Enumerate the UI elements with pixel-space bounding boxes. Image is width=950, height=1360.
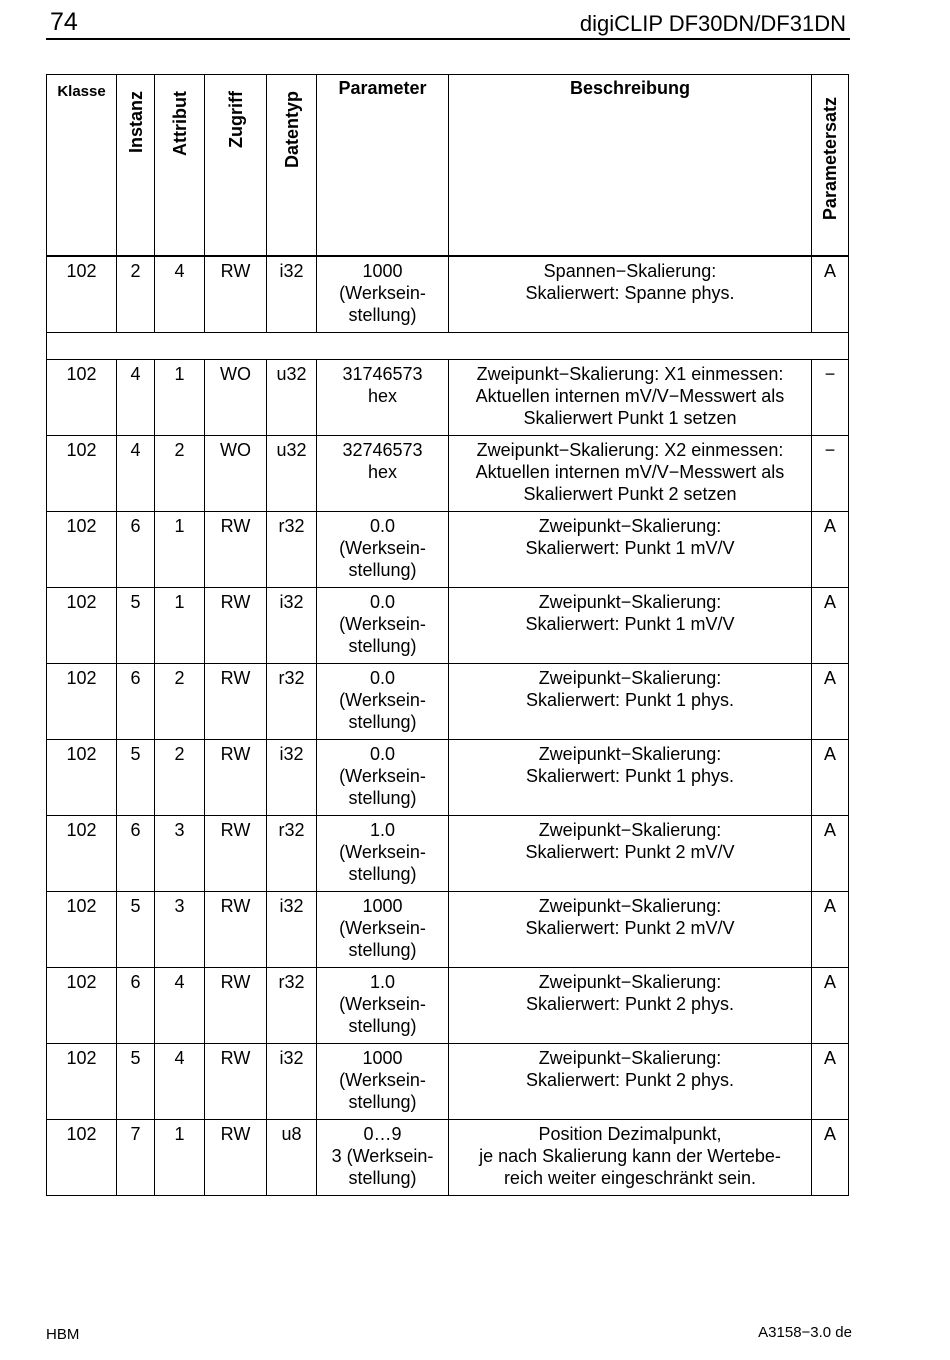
- cell-instanz: 6: [117, 512, 155, 588]
- cell-datentyp: r32: [267, 664, 317, 740]
- cell-attribut: 3: [155, 816, 205, 892]
- cell-zugriff: RW: [205, 816, 267, 892]
- cell-parameter: 0…9 3 (Werksein- stellung): [317, 1120, 449, 1196]
- cell-parametersatz: A: [812, 664, 849, 740]
- cell-instanz: 6: [117, 968, 155, 1044]
- cell-parametersatz: A: [812, 816, 849, 892]
- parameter-table: [46, 74, 849, 1196]
- cell-parametersatz: A: [812, 892, 849, 968]
- table-row: [47, 892, 849, 968]
- column-header-parameter: Parameter: [317, 75, 449, 257]
- cell-datentyp: i32: [267, 892, 317, 968]
- cell-attribut: 1: [155, 512, 205, 588]
- cell-instanz: 5: [117, 892, 155, 968]
- cell-beschreibung: Zweipunkt−Skalierung: X1 einmessen: Aktuellen internen mV/V−Messwert als Skalierwert Punkt 1 setzen: [449, 360, 812, 436]
- cell-instanz: 5: [117, 588, 155, 664]
- cell-beschreibung: Zweipunkt−Skalierung: Skalierwert: Punkt 1 phys.: [449, 664, 812, 740]
- cell-zugriff: RW: [205, 892, 267, 968]
- cell-parametersatz: A: [812, 512, 849, 588]
- cell-klasse: 102: [47, 664, 117, 740]
- cell-parametersatz: A: [812, 740, 849, 816]
- table-row: [47, 588, 849, 664]
- cell-parametersatz: A: [812, 1044, 849, 1120]
- cell-parameter: 0.0 (Werksein- stellung): [317, 512, 449, 588]
- table-row: [47, 1044, 849, 1120]
- cell-parameter: 1000 (Werksein- stellung): [317, 892, 449, 968]
- cell-beschreibung: Zweipunkt−Skalierung: Skalierwert: Punkt 1 phys.: [449, 740, 812, 816]
- spacer-cell: [47, 333, 849, 360]
- cell-parametersatz: A: [812, 588, 849, 664]
- cell-parameter: 1000 (Werksein- stellung): [317, 1044, 449, 1120]
- cell-parameter: 0.0 (Werksein- stellung): [317, 588, 449, 664]
- table-row: [47, 360, 849, 436]
- table-row: [47, 512, 849, 588]
- cell-beschreibung: Zweipunkt−Skalierung: Skalierwert: Punkt 2 mV/V: [449, 892, 812, 968]
- cell-attribut: 1: [155, 360, 205, 436]
- cell-klasse: 102: [47, 360, 117, 436]
- cell-datentyp: r32: [267, 512, 317, 588]
- cell-datentyp: i32: [267, 1044, 317, 1120]
- table-row: [47, 816, 849, 892]
- cell-parametersatz: A: [812, 1120, 849, 1196]
- column-header-zugriff: Zugriff: [205, 75, 267, 257]
- cell-instanz: 6: [117, 816, 155, 892]
- cell-klasse: 102: [47, 256, 117, 333]
- column-header-beschreibung: Beschreibung: [449, 75, 812, 257]
- cell-instanz: 5: [117, 740, 155, 816]
- cell-parameter: 0.0 (Werksein- stellung): [317, 740, 449, 816]
- cell-attribut: 4: [155, 968, 205, 1044]
- cell-parameter: 31746573 hex: [317, 360, 449, 436]
- cell-beschreibung: Zweipunkt−Skalierung: X2 einmessen: Aktuellen internen mV/V−Messwert als Skalierwert Punkt 2 setzen: [449, 436, 812, 512]
- table-row: [47, 1120, 849, 1196]
- column-header-klasse: Klasse: [47, 75, 117, 257]
- cell-attribut: 1: [155, 588, 205, 664]
- cell-instanz: 7: [117, 1120, 155, 1196]
- cell-beschreibung: Zweipunkt−Skalierung: Skalierwert: Punkt 2 phys.: [449, 1044, 812, 1120]
- cell-datentyp: i32: [267, 588, 317, 664]
- cell-parameter: 32746573 hex: [317, 436, 449, 512]
- cell-beschreibung: Zweipunkt−Skalierung: Skalierwert: Punkt 2 mV/V: [449, 816, 812, 892]
- cell-zugriff: RW: [205, 740, 267, 816]
- cell-klasse: 102: [47, 512, 117, 588]
- cell-parametersatz: A: [812, 968, 849, 1044]
- page-number: 74: [50, 8, 78, 36]
- table-body: [47, 256, 849, 1196]
- table-row: [47, 664, 849, 740]
- cell-attribut: 3: [155, 892, 205, 968]
- cell-datentyp: u32: [267, 360, 317, 436]
- table-row: [47, 740, 849, 816]
- cell-klasse: 102: [47, 740, 117, 816]
- page-header: [46, 6, 850, 40]
- cell-klasse: 102: [47, 892, 117, 968]
- cell-zugriff: RW: [205, 256, 267, 333]
- cell-parametersatz: −: [812, 360, 849, 436]
- cell-klasse: 102: [47, 1120, 117, 1196]
- cell-parameter: 1000 (Werksein- stellung): [317, 256, 449, 333]
- cell-instanz: 4: [117, 360, 155, 436]
- cell-attribut: 2: [155, 664, 205, 740]
- cell-zugriff: RW: [205, 512, 267, 588]
- cell-attribut: 2: [155, 740, 205, 816]
- cell-klasse: 102: [47, 816, 117, 892]
- footer-company: HBM: [46, 1326, 80, 1343]
- cell-datentyp: r32: [267, 968, 317, 1044]
- table-spacer-row: [47, 333, 849, 360]
- table-row: [47, 436, 849, 512]
- cell-parameter: 0.0 (Werksein- stellung): [317, 664, 449, 740]
- cell-klasse: 102: [47, 588, 117, 664]
- cell-klasse: 102: [47, 1044, 117, 1120]
- cell-parametersatz: A: [812, 256, 849, 333]
- column-header-parametersatz: Parametersatz: [812, 75, 849, 257]
- table-row: [47, 968, 849, 1044]
- column-header-attribut: Attribut: [155, 75, 205, 257]
- cell-beschreibung: Zweipunkt−Skalierung: Skalierwert: Punkt 1 mV/V: [449, 588, 812, 664]
- cell-zugriff: RW: [205, 588, 267, 664]
- cell-klasse: 102: [47, 436, 117, 512]
- cell-zugriff: RW: [205, 968, 267, 1044]
- footer-document-code: A3158−3.0 de: [758, 1324, 852, 1341]
- column-header-instanz: Instanz: [117, 75, 155, 257]
- cell-instanz: 5: [117, 1044, 155, 1120]
- cell-attribut: 2: [155, 436, 205, 512]
- cell-zugriff: RW: [205, 664, 267, 740]
- cell-attribut: 4: [155, 256, 205, 333]
- cell-datentyp: r32: [267, 816, 317, 892]
- cell-datentyp: u32: [267, 436, 317, 512]
- cell-parameter: 1.0 (Werksein- stellung): [317, 968, 449, 1044]
- cell-instanz: 6: [117, 664, 155, 740]
- cell-attribut: 4: [155, 1044, 205, 1120]
- cell-parametersatz: −: [812, 436, 849, 512]
- cell-instanz: 2: [117, 256, 155, 333]
- table-row: [47, 256, 849, 333]
- cell-datentyp: u8: [267, 1120, 317, 1196]
- table-header-row: [47, 75, 849, 257]
- cell-attribut: 1: [155, 1120, 205, 1196]
- cell-beschreibung: Position Dezimalpunkt, je nach Skalierung kann der Wertebe- reich weiter eingeschränkt sein.: [449, 1120, 812, 1196]
- cell-klasse: 102: [47, 968, 117, 1044]
- cell-beschreibung: Zweipunkt−Skalierung: Skalierwert: Punkt 1 mV/V: [449, 512, 812, 588]
- cell-beschreibung: Zweipunkt−Skalierung: Skalierwert: Punkt 2 phys.: [449, 968, 812, 1044]
- cell-zugriff: WO: [205, 360, 267, 436]
- cell-zugriff: RW: [205, 1044, 267, 1120]
- cell-beschreibung: Spannen−Skalierung: Skalierwert: Spanne phys.: [449, 256, 812, 333]
- document-title: digiCLIP DF30DN/DF31DN: [579, 11, 846, 36]
- column-header-datentyp: Datentyp: [267, 75, 317, 257]
- cell-datentyp: i32: [267, 740, 317, 816]
- cell-zugriff: RW: [205, 1120, 267, 1196]
- cell-instanz: 4: [117, 436, 155, 512]
- cell-zugriff: WO: [205, 436, 267, 512]
- cell-parameter: 1.0 (Werksein- stellung): [317, 816, 449, 892]
- cell-datentyp: i32: [267, 256, 317, 333]
